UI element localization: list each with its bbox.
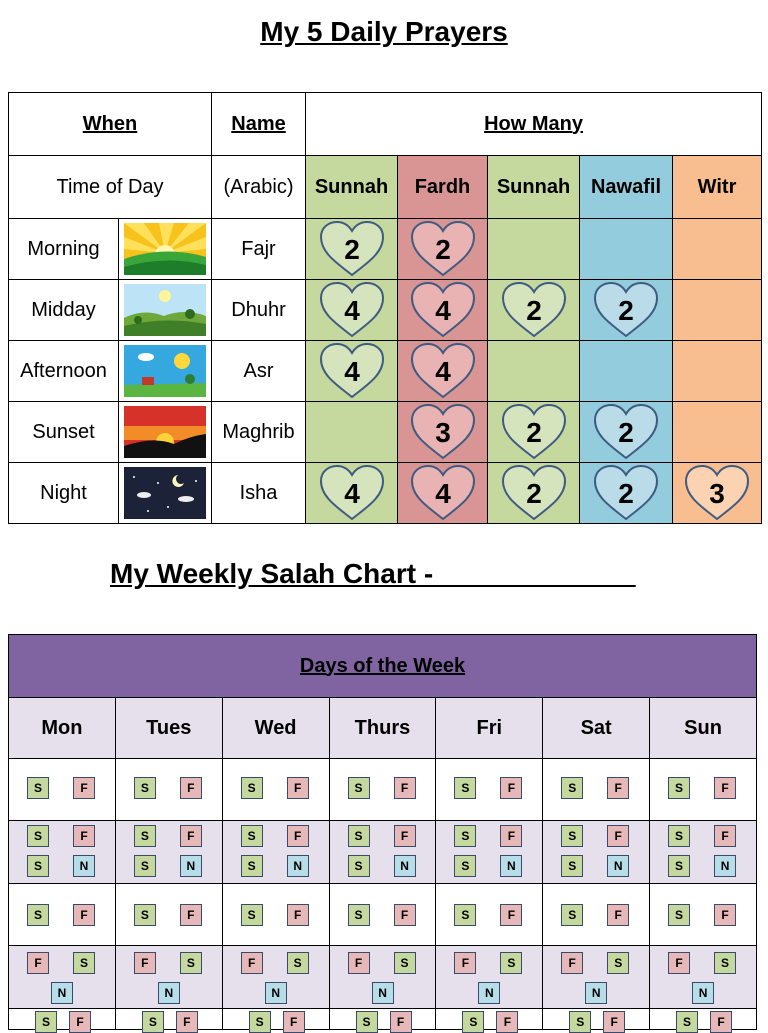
fardh-checkbox[interactable]: F <box>73 825 95 847</box>
nawafil-checkbox[interactable]: N <box>265 982 287 1004</box>
sunnah-checkbox[interactable]: S <box>454 904 476 926</box>
day-cell <box>650 821 757 884</box>
day-cell <box>329 946 436 1009</box>
heart-icon <box>499 280 569 340</box>
sunnah-checkbox[interactable]: S <box>348 904 370 926</box>
day-cell <box>543 821 650 884</box>
fardh-checkbox[interactable]: F <box>603 1011 625 1033</box>
count-cell <box>488 463 580 524</box>
fardh-checkbox[interactable]: F <box>180 777 202 799</box>
svg-text:2: 2 <box>343 234 360 265</box>
prayer-name: Isha <box>212 463 306 524</box>
days-of-week-header: Days of the Week <box>9 635 757 698</box>
fardh-checkbox[interactable]: F <box>394 777 416 799</box>
day-cell <box>222 1009 329 1030</box>
fardh-checkbox[interactable]: F <box>180 825 202 847</box>
sunnah-checkbox[interactable]: S <box>27 904 49 926</box>
sunrise-image <box>124 223 206 275</box>
time-of-day: Midday <box>9 280 119 341</box>
fardh-checkbox[interactable]: F <box>73 904 95 926</box>
day-cell <box>329 821 436 884</box>
fardh-checkbox[interactable]: F <box>714 777 736 799</box>
day-cell <box>329 759 436 821</box>
count-cell <box>398 280 488 341</box>
day-cell <box>222 946 329 1009</box>
fardh-checkbox[interactable]: F <box>348 952 370 974</box>
sunnah-checkbox[interactable]: S <box>454 855 476 877</box>
count-cell <box>488 341 580 402</box>
sunnah-checkbox[interactable]: S <box>607 952 629 974</box>
fardh-checkbox[interactable]: F <box>714 825 736 847</box>
heart-icon <box>682 463 752 523</box>
scene-cell <box>119 341 212 402</box>
heart-icon <box>591 280 661 340</box>
weekly-row <box>9 821 757 884</box>
prayer-name: Maghrib <box>212 402 306 463</box>
count-cell <box>673 219 762 280</box>
time-of-day: Morning <box>9 219 119 280</box>
heart-icon <box>408 341 478 401</box>
sunnah-checkbox[interactable]: S <box>356 1011 378 1033</box>
count-cell <box>306 341 398 402</box>
nawafil-checkbox[interactable]: N <box>607 855 629 877</box>
count-cell <box>306 219 398 280</box>
sunnah-checkbox[interactable]: S <box>500 952 522 974</box>
page-title: My 5 Daily Prayers <box>260 16 508 47</box>
day-cell <box>9 1009 116 1030</box>
sunnah-checkbox[interactable]: S <box>134 777 156 799</box>
sunnah-checkbox[interactable]: S <box>676 1011 698 1033</box>
day-cell <box>9 759 116 821</box>
header-how-many: How Many <box>306 93 762 156</box>
day-sun: Sun <box>650 698 757 759</box>
header-name: Name <box>212 93 306 156</box>
sunnah-checkbox[interactable]: S <box>134 825 156 847</box>
sunnah-checkbox[interactable]: S <box>668 904 690 926</box>
fardh-checkbox[interactable]: F <box>27 952 49 974</box>
nawafil-checkbox[interactable]: N <box>287 855 309 877</box>
sunnah-checkbox[interactable]: S <box>142 1011 164 1033</box>
sunset-image <box>124 406 206 458</box>
sunnah-checkbox[interactable]: S <box>462 1011 484 1033</box>
day-cell <box>650 946 757 1009</box>
day-cell <box>436 821 543 884</box>
heart-icon <box>317 341 387 401</box>
heart-icon <box>408 219 478 279</box>
sunnah-checkbox[interactable]: S <box>561 904 583 926</box>
day-cell <box>115 884 222 946</box>
svg-text:2: 2 <box>434 234 451 265</box>
svg-text:2: 2 <box>525 417 542 448</box>
day-cell <box>329 884 436 946</box>
col-witr: Witr <box>673 156 762 219</box>
fardh-checkbox[interactable]: F <box>287 777 309 799</box>
weekly-row <box>9 1009 757 1030</box>
sunnah-checkbox[interactable]: S <box>241 855 263 877</box>
fardh-checkbox[interactable]: F <box>134 952 156 974</box>
fardh-checkbox[interactable]: F <box>500 825 522 847</box>
sunnah-checkbox[interactable]: S <box>27 825 49 847</box>
count-cell <box>488 402 580 463</box>
fardh-checkbox[interactable]: F <box>390 1011 412 1033</box>
prayer-name: Fajr <box>212 219 306 280</box>
day-cell <box>650 1009 757 1030</box>
weekly-row <box>9 759 757 821</box>
nawafil-checkbox[interactable]: N <box>692 982 714 1004</box>
fardh-checkbox[interactable]: F <box>69 1011 91 1033</box>
fardh-checkbox[interactable]: F <box>180 904 202 926</box>
prayer-name: Asr <box>212 341 306 402</box>
heart-icon <box>499 402 569 462</box>
nawafil-checkbox[interactable]: N <box>394 855 416 877</box>
header-when: When <box>9 93 212 156</box>
fardh-checkbox[interactable]: F <box>496 1011 518 1033</box>
sunnah-checkbox[interactable]: S <box>714 952 736 974</box>
fardh-checkbox[interactable]: F <box>607 825 629 847</box>
heart-icon <box>317 219 387 279</box>
svg-text:2: 2 <box>618 478 634 509</box>
count-cell <box>580 463 673 524</box>
nawafil-checkbox[interactable]: N <box>180 855 202 877</box>
sunnah-checkbox[interactable]: S <box>27 855 49 877</box>
fardh-checkbox[interactable]: F <box>714 904 736 926</box>
count-cell <box>398 341 488 402</box>
count-cell <box>673 341 762 402</box>
count-cell <box>580 280 673 341</box>
svg-text:3: 3 <box>434 417 451 448</box>
count-cell <box>673 402 762 463</box>
time-of-day: Sunset <box>9 402 119 463</box>
heart-icon <box>591 463 661 523</box>
svg-text:4: 4 <box>434 356 451 387</box>
day-cell <box>436 1009 543 1030</box>
heart-icon <box>499 463 569 523</box>
weekly-chart-title: My Weekly Salah Chart -_____________ <box>110 558 636 589</box>
day-tues: Tues <box>115 698 222 759</box>
svg-text:3: 3 <box>709 478 725 509</box>
sunnah-checkbox[interactable]: S <box>180 952 202 974</box>
fardh-checkbox[interactable]: F <box>394 825 416 847</box>
prayer-row <box>9 402 762 463</box>
fardh-checkbox[interactable]: F <box>710 1011 732 1033</box>
day-mon: Mon <box>9 698 116 759</box>
sunnah-checkbox[interactable]: S <box>394 952 416 974</box>
day-cell <box>115 821 222 884</box>
nawafil-checkbox[interactable]: N <box>372 982 394 1004</box>
day-cell <box>222 759 329 821</box>
svg-text:4: 4 <box>434 478 451 509</box>
sunnah-checkbox[interactable]: S <box>569 1011 591 1033</box>
heart-icon <box>317 280 387 340</box>
day-cell <box>9 946 116 1009</box>
day-thurs: Thurs <box>329 698 436 759</box>
sunnah-checkbox[interactable]: S <box>348 777 370 799</box>
fardh-checkbox[interactable]: F <box>176 1011 198 1033</box>
day-cell <box>329 1009 436 1030</box>
prayer-name: Dhuhr <box>212 280 306 341</box>
fardh-checkbox[interactable]: F <box>73 777 95 799</box>
fardh-checkbox[interactable]: F <box>283 1011 305 1033</box>
svg-text:2: 2 <box>618 295 634 326</box>
scene-cell <box>119 463 212 524</box>
count-cell <box>580 341 673 402</box>
svg-text:2: 2 <box>525 295 542 326</box>
sunnah-checkbox[interactable]: S <box>134 904 156 926</box>
sunnah-checkbox[interactable]: S <box>668 825 690 847</box>
day-fri: Fri <box>436 698 543 759</box>
weekly-row <box>9 884 757 946</box>
prayer-row <box>9 341 762 402</box>
scene-cell <box>119 402 212 463</box>
fardh-checkbox[interactable]: F <box>287 904 309 926</box>
heart-icon <box>317 463 387 523</box>
weekly-row <box>9 946 757 1009</box>
fardh-checkbox[interactable]: F <box>287 825 309 847</box>
sunnah-checkbox[interactable]: S <box>241 777 263 799</box>
fardh-checkbox[interactable]: F <box>500 777 522 799</box>
day-cell <box>9 884 116 946</box>
svg-text:4: 4 <box>343 295 360 326</box>
day-cell <box>436 946 543 1009</box>
day-cell <box>650 759 757 821</box>
sunnah-checkbox[interactable]: S <box>241 825 263 847</box>
sunnah-checkbox[interactable]: S <box>241 904 263 926</box>
fardh-checkbox[interactable]: F <box>607 904 629 926</box>
day-cell <box>543 1009 650 1030</box>
sunnah-checkbox[interactable]: S <box>35 1011 57 1033</box>
count-cell <box>306 463 398 524</box>
day-cell <box>650 884 757 946</box>
count-cell <box>306 402 398 463</box>
nawafil-checkbox[interactable]: N <box>158 982 180 1004</box>
daily-prayers-table <box>8 92 762 524</box>
svg-text:4: 4 <box>343 356 360 387</box>
nawafil-checkbox[interactable]: N <box>585 982 607 1004</box>
heart-icon <box>408 280 478 340</box>
afternoon-image <box>124 345 206 397</box>
sunnah-checkbox[interactable]: S <box>561 777 583 799</box>
fardh-checkbox[interactable]: F <box>394 904 416 926</box>
day-cell <box>543 759 650 821</box>
day-cell <box>115 759 222 821</box>
count-cell <box>580 402 673 463</box>
nawafil-checkbox[interactable]: N <box>478 982 500 1004</box>
heart-icon <box>408 463 478 523</box>
col-sunnah-after: Sunnah <box>488 156 580 219</box>
count-cell <box>673 280 762 341</box>
nawafil-checkbox[interactable]: N <box>500 855 522 877</box>
day-cell <box>436 884 543 946</box>
time-of-day: Afternoon <box>9 341 119 402</box>
sunnah-checkbox[interactable]: S <box>561 855 583 877</box>
day-cell <box>222 821 329 884</box>
nawafil-checkbox[interactable]: N <box>51 982 73 1004</box>
day-cell <box>9 821 116 884</box>
time-of-day: Night <box>9 463 119 524</box>
day-cell <box>222 884 329 946</box>
prayer-row <box>9 219 762 280</box>
prayer-row <box>9 280 762 341</box>
count-cell <box>398 402 488 463</box>
svg-text:2: 2 <box>618 417 634 448</box>
heart-icon <box>591 402 661 462</box>
count-cell <box>488 280 580 341</box>
svg-text:4: 4 <box>343 478 360 509</box>
subheader-arabic: (Arabic) <box>212 156 306 219</box>
day-sat: Sat <box>543 698 650 759</box>
sunnah-checkbox[interactable]: S <box>668 855 690 877</box>
heart-icon <box>408 402 478 462</box>
sunnah-checkbox[interactable]: S <box>134 855 156 877</box>
count-cell <box>398 463 488 524</box>
weekly-salah-table <box>8 634 757 1030</box>
count-cell <box>673 463 762 524</box>
col-nawafil: Nawafil <box>580 156 673 219</box>
count-cell <box>306 280 398 341</box>
nawafil-checkbox[interactable]: N <box>714 855 736 877</box>
nawafil-checkbox[interactable]: N <box>73 855 95 877</box>
scene-cell <box>119 219 212 280</box>
sunnah-checkbox[interactable]: S <box>348 855 370 877</box>
day-cell <box>543 946 650 1009</box>
sunnah-checkbox[interactable]: S <box>287 952 309 974</box>
day-cell <box>543 884 650 946</box>
sunnah-checkbox[interactable]: S <box>249 1011 271 1033</box>
sunnah-checkbox[interactable]: S <box>454 825 476 847</box>
svg-text:2: 2 <box>525 478 542 509</box>
midday-image <box>124 284 206 336</box>
sunnah-checkbox[interactable]: S <box>73 952 95 974</box>
fardh-checkbox[interactable]: F <box>454 952 476 974</box>
sunnah-checkbox[interactable]: S <box>561 825 583 847</box>
svg-text:4: 4 <box>434 295 451 326</box>
col-fardh: Fardh <box>398 156 488 219</box>
fardh-checkbox[interactable]: F <box>500 904 522 926</box>
sunnah-checkbox[interactable]: S <box>348 825 370 847</box>
count-cell <box>488 219 580 280</box>
day-wed: Wed <box>222 698 329 759</box>
night-image <box>124 467 206 519</box>
prayer-row <box>9 463 762 524</box>
count-cell <box>398 219 488 280</box>
day-cell <box>115 946 222 1009</box>
sunnah-checkbox[interactable]: S <box>454 777 476 799</box>
count-cell <box>580 219 673 280</box>
fardh-checkbox[interactable]: F <box>241 952 263 974</box>
fardh-checkbox[interactable]: F <box>668 952 690 974</box>
sunnah-checkbox[interactable]: S <box>27 777 49 799</box>
subheader-time: Time of Day <box>9 156 212 219</box>
day-cell <box>115 1009 222 1030</box>
sunnah-checkbox[interactable]: S <box>668 777 690 799</box>
fardh-checkbox[interactable]: F <box>561 952 583 974</box>
scene-cell <box>119 280 212 341</box>
col-sunnah-before: Sunnah <box>306 156 398 219</box>
day-cell <box>436 759 543 821</box>
fardh-checkbox[interactable]: F <box>607 777 629 799</box>
